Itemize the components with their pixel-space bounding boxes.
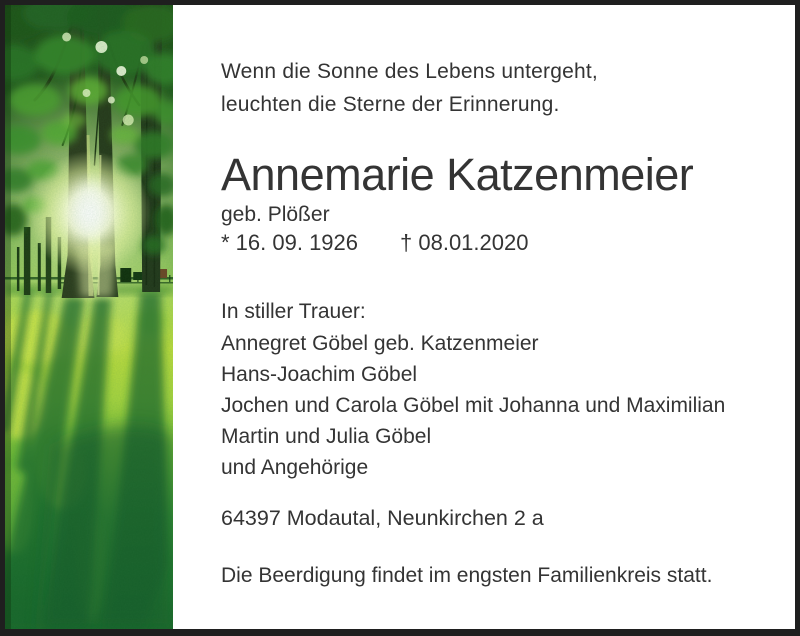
mourner-line: und Angehörige: [221, 456, 369, 479]
memorial-photo: [5, 5, 173, 629]
obituary-text-column: [221, 5, 787, 629]
funeral-notice: Die Beerdigung findet im engsten Familienkreis statt.: [221, 564, 713, 587]
epigraph-line-1: Wenn die Sonne des Lebens untergeht,: [221, 60, 598, 83]
mourner-line: Jochen und Carola Göbel mit Johanna und Maximilian: [221, 394, 726, 417]
birth-date: * 16. 09. 1926: [221, 230, 359, 255]
park-sunlight-illustration: [5, 5, 173, 629]
epigraph-line-2: leuchten die Sterne der Erinnerung.: [221, 93, 560, 116]
life-dates: [221, 229, 528, 257]
death-date: † 08.01.2020: [400, 230, 529, 255]
mourner-line: Annegret Göbel geb. Katzenmeier: [221, 332, 539, 355]
maiden-name: geb. Plößer: [221, 203, 330, 226]
address-line: 64397 Modautal, Neunkirchen 2 a: [221, 506, 544, 530]
mourner-line: Martin und Julia Göbel: [221, 425, 432, 448]
mourning-intro: In stiller Trauer:: [221, 300, 366, 323]
deceased-name: Annemarie Katzenmeier: [221, 149, 694, 200]
mourner-line: Hans-Joachim Göbel: [221, 363, 418, 386]
epigraph: [221, 55, 598, 121]
mourners-list: [221, 328, 725, 483]
